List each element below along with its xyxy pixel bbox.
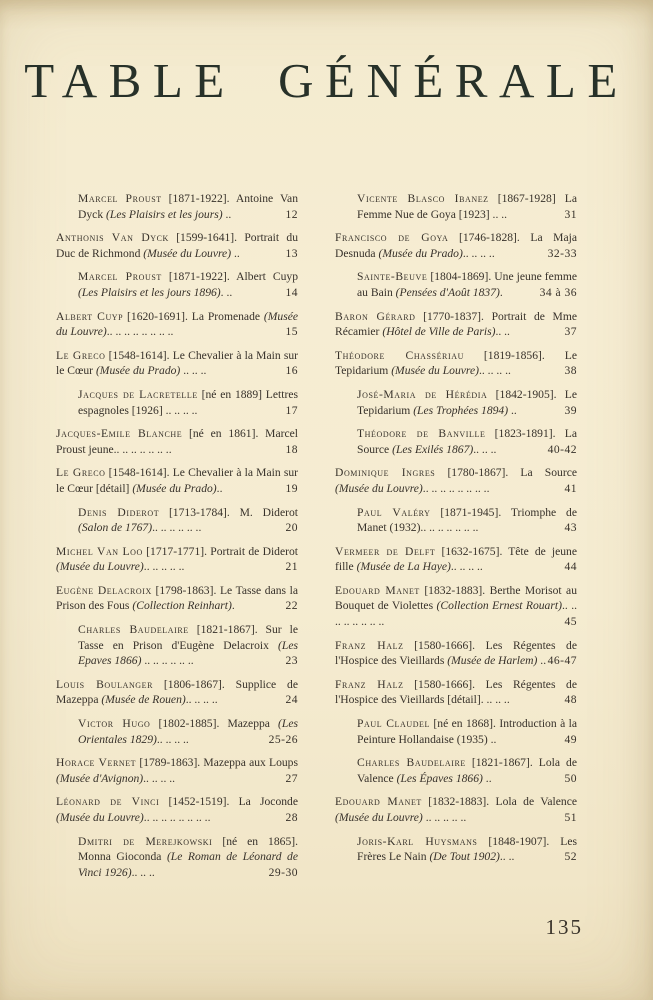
entry-name: Edouard Manet [335,795,422,809]
entry-source: (Les Épaves 1866) [396,771,483,785]
toc-entry [335,426,577,457]
entry-source: (Musée du Louvre) [56,560,144,574]
entry-text: .. .. .. .. [450,560,483,574]
toc-entry [335,794,577,825]
toc-entry [335,269,577,300]
entry-text: .. .. .. [131,865,155,879]
entry-text: .. .. [495,325,510,339]
entry-name: Théodore de Banville [357,427,486,441]
entry-text: [1713-1784]. M. Diderot [159,505,298,519]
toc-entry [56,794,298,825]
entry-source: (Hôtel de Ville de Paris) [382,325,496,339]
entry-text: .. .. .. .. .. .. .. .. [143,811,211,824]
entry-text: [1871-1945]. Triomphe de Manet (1932).. .. .. .. .. .. .. [357,505,577,535]
toc-entry-body [78,192,298,221]
toc-entry-body [357,192,577,221]
toc-entry-body [78,388,298,417]
toc-entry-body [335,639,577,668]
entry-text: .. [482,771,492,785]
toc-entry-page: 51 [564,811,577,824]
entry-text: .. .. .. [473,442,497,456]
toc-entry [56,544,298,575]
toc-entry-body [78,717,298,746]
entry-source: (Les Orientales 1829) [78,717,298,746]
entry-name: Michel Van Loo [56,544,143,558]
toc-entry [335,544,577,575]
entry-text: . [499,285,503,299]
toc-entry-page: 19 [285,481,298,495]
entry-text: [1780-1867]. La Source [435,466,577,480]
entry-name: Paul Claudel [357,717,430,731]
entry-name: Charles Baudelaire [78,623,189,637]
toc-entry [56,387,298,418]
entry-text: [né en 1868]. Introduction à la Peinture Hollandaise (1935) .. [357,717,577,746]
entry-text: [1548-1614]. Le Chevalier à la Main sur le Cœur [détail] [56,466,298,495]
entry-text: [1789-1863]. Mazeppa aux Loups [136,756,298,770]
toc-entry [335,505,577,536]
entry-text: [né en 1861]. Marcel Proust jeune.. .. .. .. .. .. .. [56,427,298,456]
toc-entry [56,834,298,881]
toc-entry [335,677,577,708]
entry-text: [1842-1905]. Le Tepidarium [357,387,577,417]
entry-source: (Musée du Prado) [132,481,217,495]
entry-name: Joris-Karl Huysmans [357,834,478,848]
toc-entry-body [56,231,298,260]
toc-entry [56,622,298,669]
toc-entry-page: 41 [564,481,577,495]
toc-entry [56,583,298,614]
toc-entry-body [335,466,577,495]
entry-source: (De Tout 1902) [429,850,500,864]
entry-text: [1806-1867]. Supplice de Mazeppa [56,677,298,707]
entry-text: .. .. .. .. [462,246,495,260]
entry-name: Léonard de Vinci [56,795,160,809]
entry-text: [1802-1885]. Mazeppa [150,717,279,731]
entry-name: Théodore Chassériau [335,348,464,362]
entry-name: Horace Vernet [56,756,137,770]
entry-text: [né en 1889] Lettres espagnoles [1926] .. .. .. .. [78,387,298,417]
entry-name: Paul Valéry [357,505,431,519]
entry-source: (Musée du Louvre) [335,811,423,824]
entry-text: [1632-1675]. Tête de jeune fille [335,544,577,574]
toc-entry-body [78,270,298,299]
entry-text: .. .. .. .. .. [422,811,467,824]
toc-entry [335,465,577,496]
entry-source: (Musée d'Avignon) [56,771,144,785]
toc-entry-page: 18 [285,442,298,456]
entry-text: [1871-1922]. Antoine Van Dyck [78,192,298,221]
entry-source: (Musée de Harlem) [447,654,538,668]
toc-entry-page: 12 [285,207,298,221]
toc-entry [335,230,577,261]
entry-source: (Les Trophées 1894) [413,403,509,417]
toc-entry [335,834,577,865]
entry-name: Vicente Blasco Ibanez [357,192,489,205]
toc-entry-body [56,427,298,456]
entry-text: [1770-1837]. Portrait de Mme Récamier [335,309,577,339]
entry-text: [1823-1891]. La Source [357,427,577,456]
toc-entry [335,348,577,379]
toc-entry-body [335,584,577,628]
toc-entry-page: 48 [564,693,577,707]
entry-source: (Musée du Louvre) [143,246,232,260]
toc-entry-page: 16 [285,364,298,378]
toc-entry [56,230,298,261]
toc-entry-page: 50 [564,771,577,785]
entry-name: Le Greco [56,466,106,480]
entry-text: [1717-1771]. Portrait de Diderot [142,544,298,558]
entry-source: (Le Roman de Léonard de Vinci 1926) [78,850,298,879]
toc-entry [335,387,577,418]
entry-name: Marcel Proust [78,270,162,284]
entry-source: (Musée du Prado) [378,246,463,260]
entry-source: (Les Exilés 1867) [392,442,474,456]
toc-entry-body [56,349,298,378]
entry-name: Dominique Ingres [335,466,436,480]
entry-text: .. [508,403,517,417]
entry-text: [1580-1666]. Les Régentes de l'Hospice des Vieillards [335,638,577,668]
entry-name: Marcel Proust [78,192,162,205]
entry-name: Victor Hugo [78,717,151,731]
toc-entry-page: 38 [564,364,577,378]
toc-entry-page: 49 [564,732,577,746]
entry-name: Louis Boulanger [56,677,154,691]
toc-columns [56,191,596,888]
toc-entry-body [78,835,298,879]
entry-name: Vermeer de Delft [335,544,436,558]
toc-entry-page: 13 [285,246,298,260]
entry-text: [1821-1867]. Lola de Valence [357,756,577,785]
toc-entry-page: 23 [285,654,298,668]
toc-entry-page: 15 [285,325,298,339]
entry-text: [1871-1922]. Albert Cuyp [161,270,298,284]
toc-entry-page: 24 [285,693,298,707]
entry-name: Francisco de Goya [335,231,449,245]
entry-name: Denis Diderot [78,505,160,519]
toc-entry-page: 25-26 [268,732,298,746]
entry-text: [1848-1907]. Les Frères Le Nain [357,834,577,864]
entry-source: (Musée du Louvre) [335,481,423,495]
entry-text: .. .. .. .. [143,771,176,785]
entry-text: [1548-1614]. Le Chevalier à la Main sur le Cœur [56,348,298,378]
entry-source: (Collection Ernest Rouart) [436,599,562,613]
page-title: TABLE GÉNÉRALE [24,53,629,108]
entry-source: (Musée de Rouen) [101,693,186,707]
toc-entry-page: 28 [285,811,298,824]
toc-entry-page: 22 [285,599,298,613]
toc-entry [56,426,298,457]
toc-entry-body [56,756,298,785]
entry-text: .. .. .. .. .. .. .. .. [106,325,174,339]
toc-entry-page: 32-33 [547,246,577,260]
entry-name: Sainte-Beuve [357,270,428,284]
toc-entry-body [335,545,577,574]
entry-source: (Musée de La Haye) [356,560,451,574]
toc-entry-page: 43 [564,521,577,535]
toc-entry-page: 45 [564,615,577,629]
entry-name: Jacques de Lacretelle [78,387,198,401]
page-number: 135 [545,915,583,939]
entry-text: [1452-1519]. La Joconde [159,795,298,809]
toc-entry-page: 27 [285,771,298,785]
entry-name: Le Greco [56,348,106,362]
toc-entry-body [78,506,298,535]
toc-entry-page: 39 [564,403,577,417]
entry-source: (Musée du Louvre) [391,364,479,378]
entry-source: (Les Epaves 1866) [78,638,298,668]
entry-text: . .. [220,285,233,299]
entry-text: .. [216,481,223,495]
entry-source: (Pensées d'Août 1837) [395,285,500,299]
entry-source: (Musée du Louvre) [56,811,144,824]
toc-entry [56,269,298,300]
toc-entry-body [56,466,298,495]
toc-entry [56,191,298,222]
entry-text: .. .. .. .. .. .. .. .. [335,599,577,629]
toc-entry-page: 44 [564,560,577,574]
entry-source: (Musée du Louvre) [56,309,298,339]
entry-text: .. .. .. .. .. .. [152,521,202,535]
entry-text: .. .. .. .. .. .. .. .. [422,481,490,495]
toc-entry-body [357,427,577,456]
entry-name: Albert Cuyp [56,309,124,323]
entry-name: Dmitri de Merejkowski [78,834,213,848]
entry-name: Franz Halz [335,677,404,691]
entry-text: .. .. .. .. .. [143,560,185,574]
toc-entry [56,716,298,747]
toc-entry-page: 46-47 [547,654,577,668]
entry-name: Edouard Manet [335,583,420,597]
entry-text: . [231,599,235,613]
toc-entry [56,348,298,379]
toc-entry-body [335,795,577,824]
entry-text: .. .. .. .. [185,693,218,707]
toc-entry-body [335,678,577,707]
toc-entry [56,505,298,536]
toc-entry [56,465,298,496]
toc-entry-body [335,310,577,339]
entry-text: [1746-1828]. La Maja Desnuda [335,231,577,260]
entry-name: José-Maria de Hérédia [357,387,488,401]
toc-column-left [56,191,298,888]
toc-entry [335,638,577,669]
toc-entry-page: 31 [564,207,577,221]
toc-entry-body [335,231,577,260]
toc-entry-body [357,388,577,417]
toc-entry-body [56,678,298,707]
toc-entry-body [56,310,298,339]
entry-text: [1832-1883]. Berthe Morisot au Bouquet de Violettes [335,583,577,613]
entry-text: [1821-1867]. Sur le Tasse en Prison d'Eugène Delacroix [78,623,299,652]
entry-text: [1867-1928] La Femme Nue de Goya [1923] .. .. [357,192,577,221]
entry-text: [1620-1691]. La Promenade [123,309,264,323]
toc-entry [56,755,298,786]
entry-name: Charles Baudelaire [357,756,466,770]
entry-name: Franz Halz [335,638,404,652]
entry-source: (Musée du Prado) [95,364,181,378]
toc-column-right [335,191,577,888]
entry-source: (Collection Reinhart) [132,599,232,613]
toc-entry [335,755,577,786]
entry-text: [1798-1863]. Le Tasse dans la Prison des Fous [56,583,298,613]
entry-text: [1804-1869]. Une jeune femme au Bain [357,270,577,299]
entry-text: .. .. [499,850,515,864]
entry-name: Jacques-Emile Blanche [56,427,183,441]
toc-entry-page: 34 à 36 [539,285,577,299]
toc-entry [56,677,298,708]
entry-text: [1580-1666]. Les Régentes de l'Hospice des Vieillards [détail]. .. .. .. [335,677,577,707]
entry-name: Baron Gérard [335,309,416,323]
toc-entry-page: 37 [564,325,577,339]
toc-entry-body [335,349,577,378]
entry-text: [1599-1641]. Portrait du Duc de Richmond [56,231,298,260]
entry-source: (Salon de 1767) [78,521,153,535]
entry-source: (Les Plaisirs et les jours 1896) [78,285,221,299]
toc-entry-body [357,835,577,864]
toc-entry-body [56,545,298,574]
entry-name: Eugène Delacroix [56,583,152,597]
entry-text: .. [231,246,240,260]
toc-entry-page: 17 [285,403,298,417]
toc-entry [335,191,577,222]
entry-source: (Les Plaisirs et les jours) [106,207,223,221]
toc-entry-page: 40-42 [547,442,577,456]
toc-entry-page: 52 [564,850,577,864]
entry-text: [1832-1883]. Lola de Valence [421,795,577,809]
entry-text: .. .. .. .. .. .. [141,654,194,668]
toc-entry-body [357,506,577,535]
entry-text: [1819-1856]. Le Tepidarium [335,348,577,378]
toc-entry-page: 14 [285,285,298,299]
toc-entry-page: 20 [285,521,298,535]
entry-text: .. .. .. .. [156,732,189,746]
toc-entry-page: 21 [285,560,298,574]
toc-entry [335,309,577,340]
entry-text: .. .. .. [180,364,207,378]
entry-name: Anthonis Van Dyck [56,231,169,245]
entry-text: .. .. .. .. [478,364,511,378]
entry-text: [né en 1865]. Monna Gioconda [78,834,298,864]
toc-entry-body [357,756,577,785]
toc-entry-body [56,795,298,824]
toc-entry-page: 29-30 [268,865,298,879]
toc-entry [335,583,577,630]
toc-entry-body [56,584,298,613]
entry-text: .. [537,654,547,668]
entry-text: .. [222,207,232,221]
toc-entry [56,309,298,340]
toc-entry [335,716,577,747]
toc-entry-body [357,717,577,746]
toc-entry-body [78,623,298,667]
